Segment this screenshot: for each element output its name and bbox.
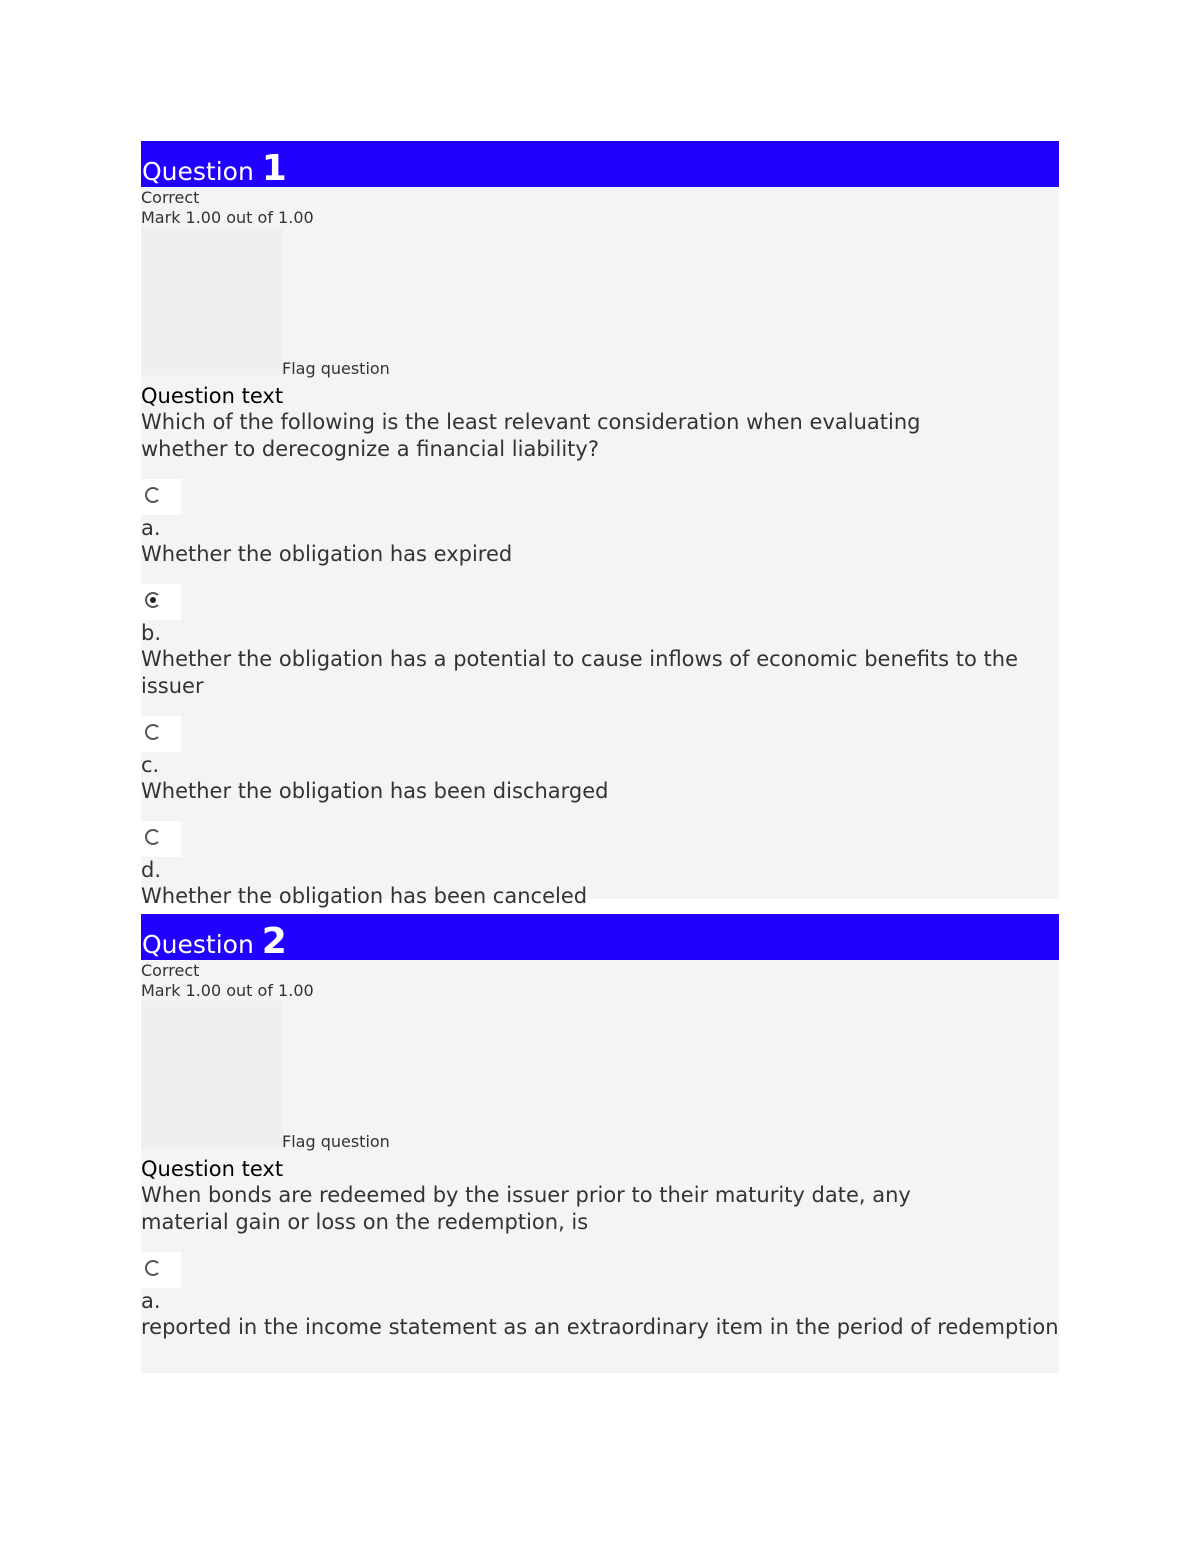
- question-label: Question: [142, 157, 254, 186]
- question-block-1: [141, 141, 1059, 908]
- flag-icon[interactable]: [141, 1001, 283, 1148]
- question-mark: Mark 1.00 out of 1.00: [141, 981, 314, 1000]
- radio-button[interactable]: [141, 584, 181, 620]
- question-text-heading: Question text: [141, 1157, 284, 1181]
- flag-icon[interactable]: [141, 228, 283, 375]
- question-text: Which of the following is the least relevant consideration when evaluating whether to derecognize a financial liability?: [141, 410, 921, 461]
- flag-question-link[interactable]: Flag question: [282, 1132, 390, 1151]
- radio-button[interactable]: [141, 821, 181, 857]
- question-state: Correct: [141, 961, 200, 980]
- option-text[interactable]: Whether the obligation has expired: [141, 542, 513, 566]
- answer-option-d[interactable]: [141, 821, 1059, 910]
- radio-button[interactable]: [141, 1252, 181, 1288]
- option-letter: d.: [141, 858, 162, 882]
- question-block-2: [141, 914, 1059, 1373]
- option-text[interactable]: Whether the obligation has been discharged: [141, 779, 609, 803]
- answer-option-b[interactable]: [141, 584, 1059, 700]
- option-letter: a.: [141, 516, 161, 540]
- question-header: [141, 914, 1059, 960]
- question-header: [141, 141, 1059, 187]
- option-letter: c.: [141, 753, 160, 777]
- question-text-heading: Question text: [141, 384, 284, 408]
- option-text[interactable]: Whether the obligation has a potential to cause inflows of economic benefits to the issuer: [141, 647, 1018, 698]
- radio-unselected-icon: [145, 1260, 161, 1276]
- radio-unselected-icon: [145, 724, 161, 740]
- radio-button[interactable]: [141, 716, 181, 752]
- question-number: 2: [261, 921, 287, 962]
- question-label: Question: [142, 930, 254, 959]
- answer-option-a[interactable]: [141, 479, 1059, 568]
- answer-option-c[interactable]: [141, 716, 1059, 805]
- radio-button[interactable]: [141, 479, 181, 515]
- radio-unselected-icon: [145, 829, 161, 845]
- flag-question-link[interactable]: Flag question: [282, 359, 390, 378]
- radio-dot: [150, 597, 156, 603]
- question-number: 1: [261, 148, 287, 189]
- option-text[interactable]: Whether the obligation has been canceled: [141, 884, 588, 908]
- option-text[interactable]: reported in the income statement as an extraordinary item in the period of redemption: [141, 1315, 1059, 1339]
- option-letter: a.: [141, 1289, 161, 1313]
- answer-option-a[interactable]: [141, 1252, 1059, 1341]
- question-state: Correct: [141, 188, 200, 207]
- option-letter: b.: [141, 621, 162, 645]
- question-text-section: [141, 383, 1059, 463]
- question-text-section: [141, 1156, 1059, 1236]
- flag-question-row[interactable]: [141, 228, 1059, 378]
- radio-unselected-icon: [145, 487, 161, 503]
- question-mark: Mark 1.00 out of 1.00: [141, 208, 314, 227]
- question-text: When bonds are redeemed by the issuer prior to their maturity date, any material gain or loss on the redemption, is: [141, 1183, 911, 1234]
- flag-question-row[interactable]: [141, 1001, 1059, 1151]
